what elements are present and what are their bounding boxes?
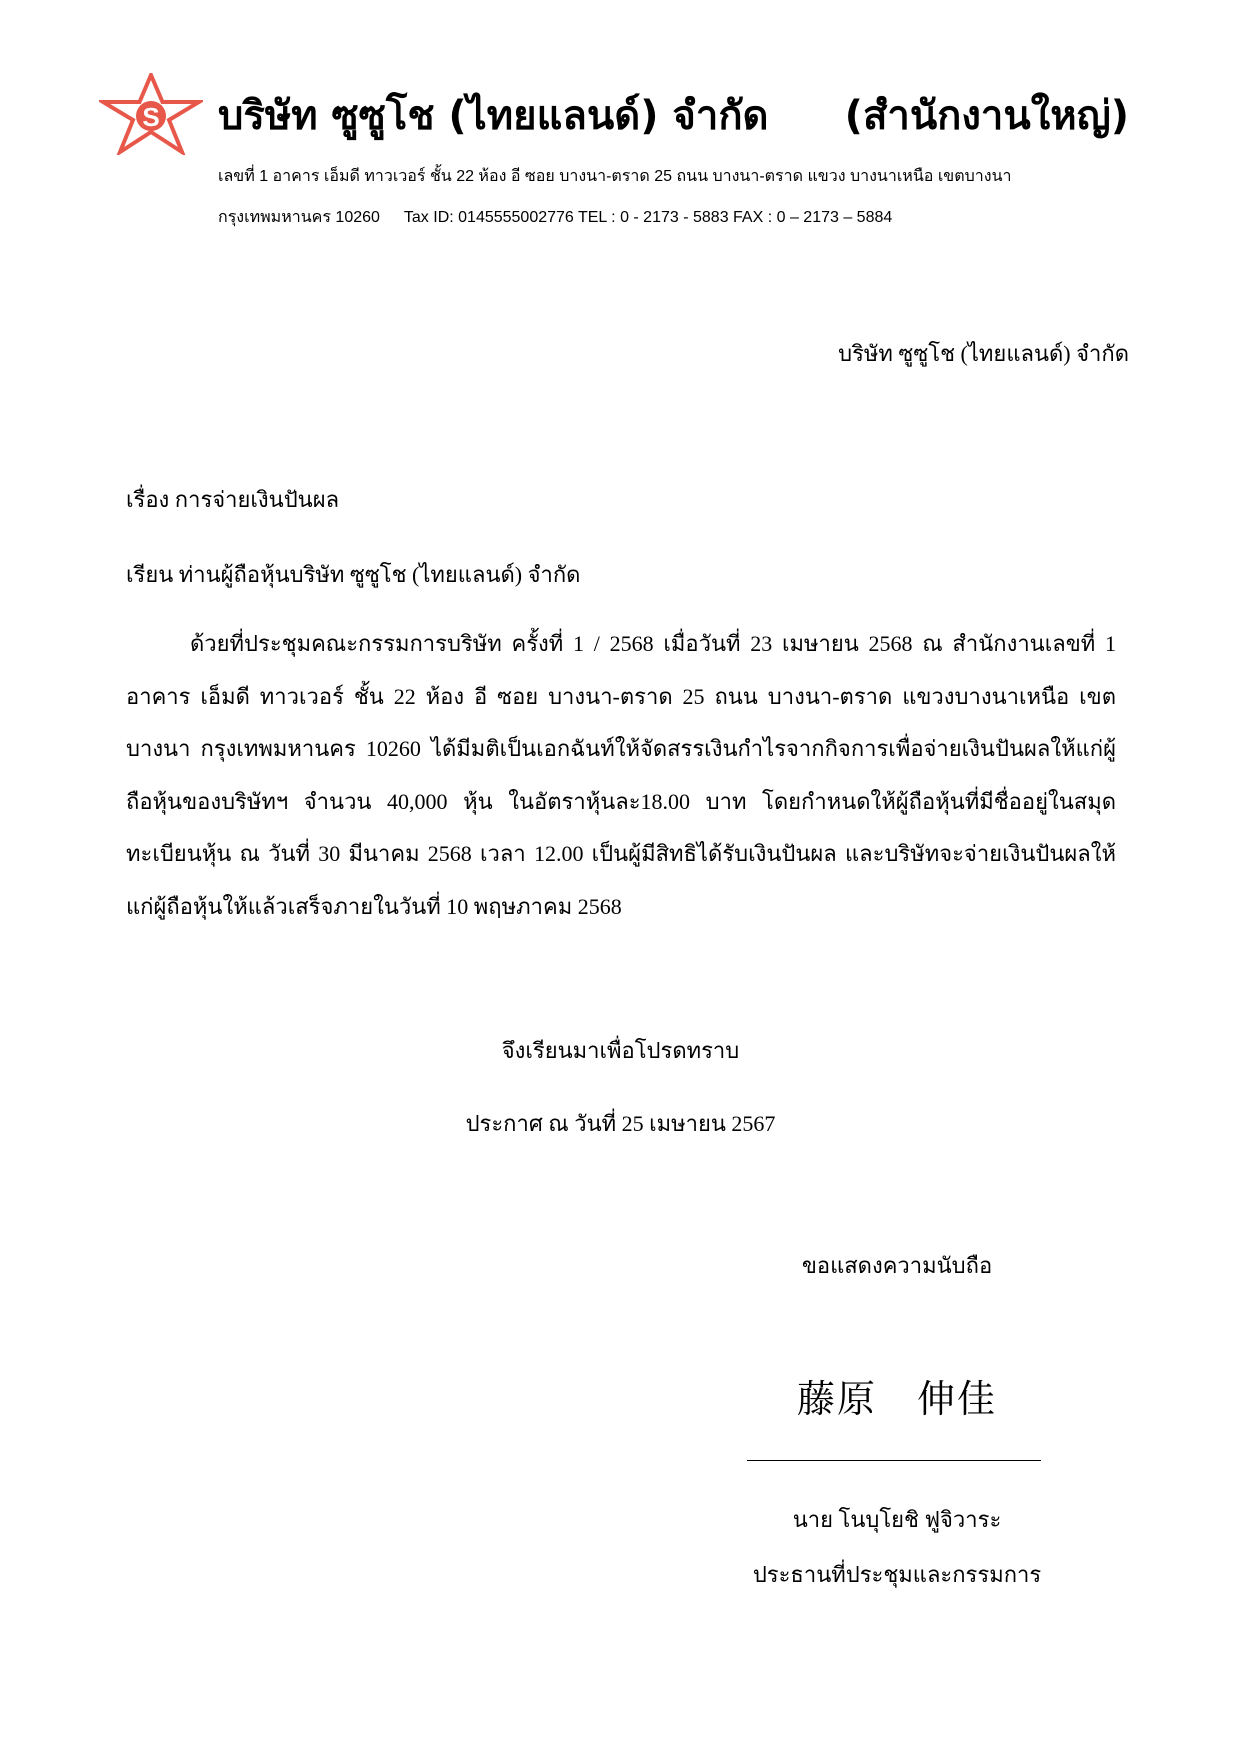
signer-title: ประธานที่ประชุมและกรรมการ — [752, 1562, 1042, 1587]
logo-letter: S — [142, 102, 160, 132]
announcement-date: ประกาศ ณ วันที่ 25 เมษายน 2567 — [465, 1111, 776, 1136]
signer-name: นาย โนบุโยชิ ฟูจิวาระ — [792, 1507, 1002, 1532]
address-line: เลขที่ 1 อาคาร เอ็มดี ทาวเวอร์ ชั้น 22 ห้อง อี ซอย บางนา-ตราด 25 ถนน บางนา-ตราด แขวง บางนาเหนือ เขตบางนา — [218, 168, 1012, 185]
letter-salutation: เรียน ท่านผู้ถือหุ้นบริษัท ซูซูโช (ไทยแลนด์) จำกัด — [126, 562, 581, 587]
company-logo — [99, 73, 203, 155]
regards-line: ขอแสดงความนับถือ — [801, 1253, 993, 1278]
contact-info: Tax ID: 0145555002776 TEL : 0 - 2173 - 5883 FAX : 0 – 2173 – 5884 — [403, 209, 893, 226]
address-city: กรุงเทพมหานคร 10260 — [218, 209, 380, 226]
signature: 藤原 伸佳 — [796, 1377, 997, 1421]
company-name: บริษัท ซูซูโช (ไทยแลนด์) จำกัด — [218, 93, 769, 139]
signature-line — [747, 1460, 1041, 1461]
address-contact-line — [218, 205, 892, 230]
letter-body: ด้วยที่ประชุมคณะกรรมการบริษัท ครั้งที่ 1 / 2568 เมื่อวันที่ 23 เมษายน 2568 ณ สำนักงานเลขที่ 1 อาคาร เอ็มดี ทาวเวอร์ ชั้น 22 ห้อง อี ซอย บางนา-ตราด 25 ถนน บางนา-ตราด แขวงบางนาเหนือ เขตบางนา กรุงเทพมหานคร 10260 ได้มีมติเป็นเอกฉันท์ให้จัดสรรเงินกำไรจากกิจการเพื่อจ่ายเงินปันผลให้แก่ผู้ถือหุ้นของบริษัทฯ จำนวน 40,000 หุ้น ในอัตราหุ้นละ18.00 บาท โดยกำหนดให้ผู้ถือหุ้นที่มีชื่ออยู่ในสมุดทะเบียนหุ้น ณ วันที่ 30 มีนาคม 2568 เวลา 12.00 เป็นผู้มีสิทธิได้รับเงินปันผล และบริษัทจะจ่ายเงินปันผลให้แก่ผู้ถือหุ้นให้แล้วเสร็จภายในวันที่ 10 พฤษภาคม 2568 — [126, 631, 1116, 919]
closing-line: จึงเรียนมาเพื่อโปรดทราบ — [501, 1038, 740, 1063]
star-logo-icon — [99, 73, 203, 155]
letter-subject: เรื่อง การจ่ายเงินปันผล — [126, 487, 340, 512]
office-label: (สำนักงานใหญ่) — [844, 93, 1129, 139]
recipient-company: บริษัท ซูซูโช (ไทยแลนด์) จำกัด — [838, 341, 1129, 366]
